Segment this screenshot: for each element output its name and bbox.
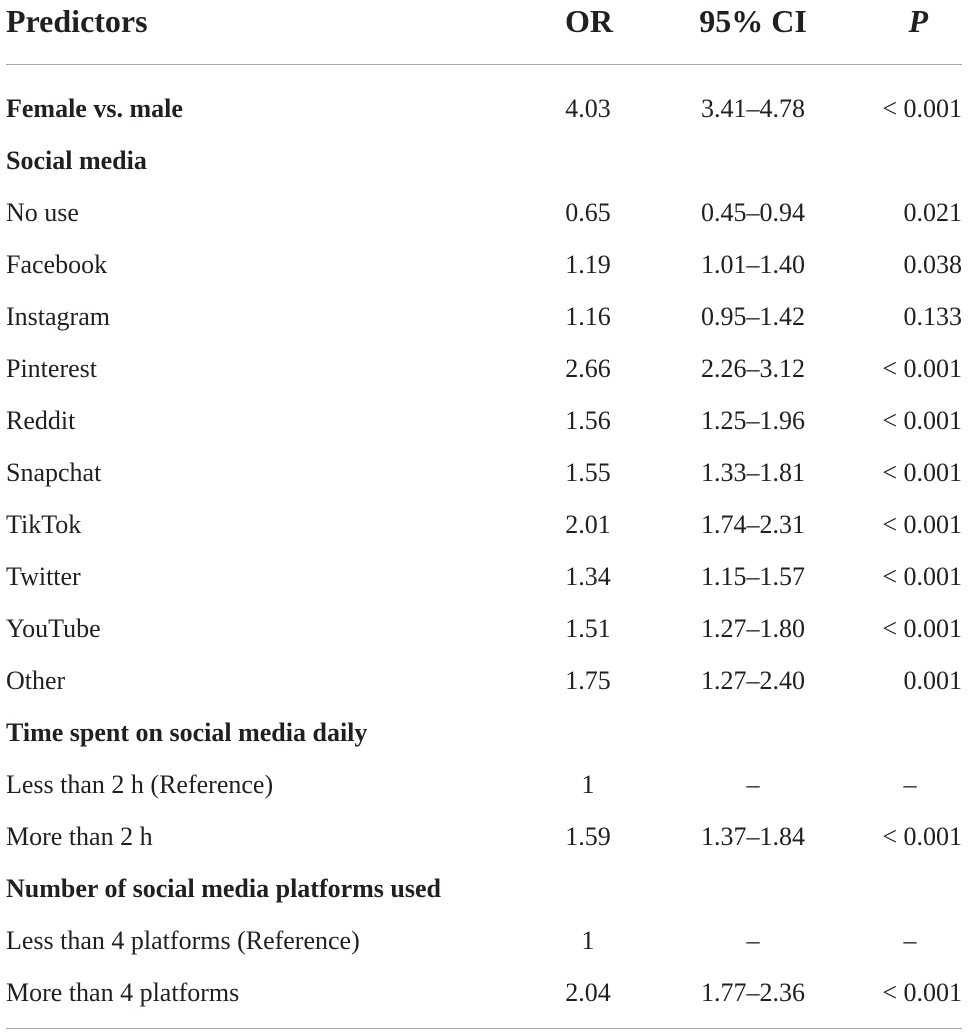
row-ci: 3.41–4.78 xyxy=(701,94,805,123)
row-p: < 0.001 xyxy=(882,822,962,851)
section-heading xyxy=(6,871,962,923)
row-label: More than 4 platforms xyxy=(6,978,240,1007)
row-p: < 0.001 xyxy=(882,614,962,643)
row-p: < 0.001 xyxy=(882,94,962,123)
header-or: OR xyxy=(565,3,613,39)
row-p: 0.133 xyxy=(903,302,962,331)
row-ci: 1.74–2.31 xyxy=(701,510,805,539)
section-label: Number of social media platforms used xyxy=(6,874,442,903)
section-label: Time spent on social media daily xyxy=(6,718,368,747)
row-or: 1.16 xyxy=(565,302,611,331)
row-or: 0.65 xyxy=(565,198,611,227)
row-ci: 1.37–1.84 xyxy=(701,822,805,851)
row-or: 4.03 xyxy=(565,94,611,123)
row-p: – xyxy=(903,926,917,955)
row-or: 2.01 xyxy=(565,510,611,539)
header-predictors: Predictors xyxy=(6,3,148,39)
row-p: < 0.001 xyxy=(882,406,962,435)
row-p: 0.038 xyxy=(903,250,962,279)
table-row xyxy=(6,819,962,871)
table-row xyxy=(6,767,962,819)
row-ci: 1.25–1.96 xyxy=(701,406,805,435)
table-row xyxy=(6,455,962,507)
row-or: 1.55 xyxy=(565,458,611,487)
row-label: Less than 4 platforms (Reference) xyxy=(6,926,360,955)
row-p: 0.021 xyxy=(903,198,962,227)
table-row xyxy=(6,91,962,143)
table-bottom-rule xyxy=(6,1028,962,1029)
header-ci: 95% CI xyxy=(699,3,807,39)
row-label: Female vs. male xyxy=(6,94,183,123)
row-label: More than 2 h xyxy=(6,822,153,851)
row-or: 1.56 xyxy=(565,406,611,435)
row-ci: – xyxy=(746,926,760,955)
row-or: 1 xyxy=(581,770,595,799)
table-row xyxy=(6,247,962,299)
table-body xyxy=(6,65,962,1027)
row-label: Reddit xyxy=(6,406,76,435)
row-ci: 2.26–3.12 xyxy=(701,354,805,383)
row-or: 1.34 xyxy=(565,562,611,591)
row-or: 1.75 xyxy=(565,666,611,695)
row-or: 1.59 xyxy=(565,822,611,851)
row-p: < 0.001 xyxy=(882,458,962,487)
row-or: 2.66 xyxy=(565,354,611,383)
row-p: 0.001 xyxy=(903,666,962,695)
row-label: Snapchat xyxy=(6,458,102,487)
results-table xyxy=(6,0,962,1027)
table-row xyxy=(6,559,962,611)
row-label: Other xyxy=(6,666,66,695)
row-ci: 1.77–2.36 xyxy=(701,978,805,1007)
header-p: P xyxy=(908,3,928,39)
row-or: 1.51 xyxy=(565,614,611,643)
row-label: Pinterest xyxy=(6,354,97,383)
row-p: – xyxy=(903,770,917,799)
row-label: Instagram xyxy=(6,302,110,331)
section-heading xyxy=(6,143,962,195)
row-ci: – xyxy=(746,770,760,799)
row-label: YouTube xyxy=(6,614,101,643)
row-label: TikTok xyxy=(6,510,82,539)
row-ci: 1.27–1.80 xyxy=(701,614,805,643)
row-label: Facebook xyxy=(6,250,108,279)
table-row xyxy=(6,923,962,975)
row-ci: 1.33–1.81 xyxy=(701,458,805,487)
section-heading xyxy=(6,715,962,767)
row-ci: 0.45–0.94 xyxy=(701,198,805,227)
table-row xyxy=(6,975,962,1027)
table-row xyxy=(6,403,962,455)
row-ci: 1.15–1.57 xyxy=(701,562,805,591)
table-row xyxy=(6,507,962,559)
row-label: Twitter xyxy=(6,562,81,591)
row-ci: 1.27–2.40 xyxy=(701,666,805,695)
row-p: < 0.001 xyxy=(882,978,962,1007)
row-p: < 0.001 xyxy=(882,354,962,383)
row-p: < 0.001 xyxy=(882,562,962,591)
table-row xyxy=(6,195,962,247)
section-label: Social media xyxy=(6,146,147,175)
row-or: 2.04 xyxy=(565,978,611,1007)
table-row xyxy=(6,351,962,403)
row-label: Less than 2 h (Reference) xyxy=(6,770,274,799)
row-or: 1.19 xyxy=(565,250,611,279)
table-row xyxy=(6,299,962,351)
row-or: 1 xyxy=(581,926,595,955)
row-ci: 1.01–1.40 xyxy=(701,250,805,279)
row-ci: 0.95–1.42 xyxy=(701,302,805,331)
table-header xyxy=(6,0,962,65)
table-row xyxy=(6,611,962,663)
table-row xyxy=(6,663,962,715)
row-label: No use xyxy=(6,198,79,227)
row-p: < 0.001 xyxy=(882,510,962,539)
